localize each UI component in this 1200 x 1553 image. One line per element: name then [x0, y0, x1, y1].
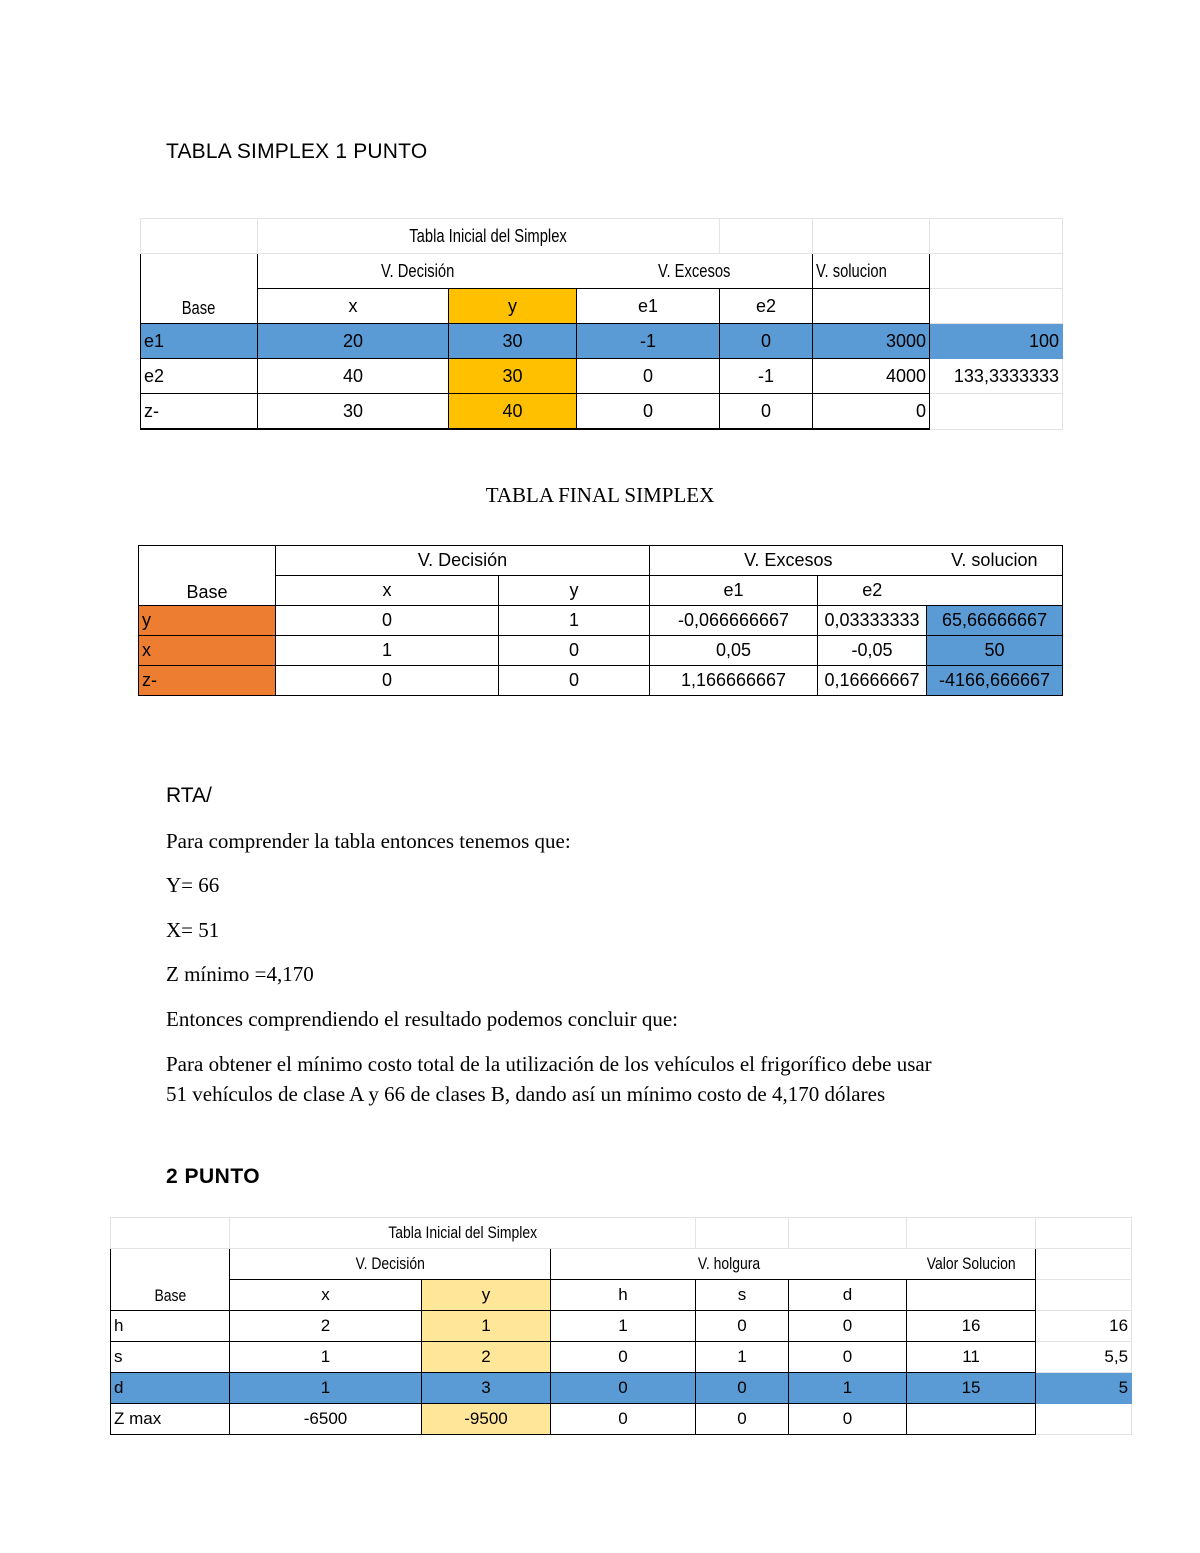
- table2-excesos-header: V. Excesos: [650, 546, 927, 576]
- table-row: [141, 394, 1063, 430]
- table2-decision-header: V. Decisión: [276, 546, 650, 576]
- table-cell: 1: [789, 1373, 907, 1404]
- table-cell: 30: [449, 324, 577, 359]
- table-cell: 30: [258, 394, 449, 430]
- table3-title: Tabla Inicial del Simplex: [230, 1218, 696, 1249]
- table-cell: 0: [696, 1404, 789, 1435]
- table-cell: 0: [276, 606, 499, 636]
- table1-col-x: x: [258, 289, 449, 324]
- table2-base-x: x: [139, 636, 276, 666]
- initial-simplex-table-1: [140, 218, 1063, 430]
- table3-col-y: y: [422, 1280, 551, 1311]
- table3-ratio: 16: [1036, 1311, 1132, 1342]
- table1-solucion-header: V. solucion: [813, 254, 930, 289]
- table-row: [111, 1311, 1132, 1342]
- table-cell: 0: [789, 1311, 907, 1342]
- table-cell: 0,16666667: [818, 666, 927, 696]
- table-cell: 1: [422, 1311, 551, 1342]
- table1-title: Tabla Inicial del Simplex: [258, 219, 720, 254]
- table-cell: 0: [276, 666, 499, 696]
- table3-holgura-header: V. holgura: [551, 1249, 907, 1280]
- table1-col-e2: e2: [720, 289, 813, 324]
- table-cell: 1,166666667: [650, 666, 818, 696]
- table3-col-s: s: [696, 1280, 789, 1311]
- answer-line: 51 vehículos de clase A y 66 de clases B, dando así un mínimo costo de 4,170 dólares: [166, 1082, 886, 1106]
- table1-ratio: 133,3333333: [930, 359, 1063, 394]
- final-simplex-table: [138, 545, 1063, 696]
- table-cell: 0,03333333: [818, 606, 927, 636]
- answer-line: Para comprender la tabla entonces tenemos que:: [166, 829, 571, 853]
- table-cell: 0: [499, 666, 650, 696]
- table-cell: -6500: [230, 1404, 422, 1435]
- table-row: [139, 636, 1063, 666]
- table2-base-z: z-: [139, 666, 276, 696]
- table3-solucion-header: Valor Solucion: [907, 1249, 1036, 1280]
- table1-ratio: 100: [930, 324, 1063, 359]
- table-cell: 1: [499, 606, 650, 636]
- table-cell: [907, 1404, 1036, 1435]
- answer-line: Para obtener el mínimo costo total de la utilización de los vehículos el frigorífico debe usar: [166, 1052, 932, 1076]
- table1-base-z: z-: [141, 394, 258, 430]
- table2-col-e1: e1: [650, 576, 818, 606]
- table-row: [141, 324, 1063, 359]
- table-cell: 40: [258, 359, 449, 394]
- table-cell: 1: [230, 1373, 422, 1404]
- table-row: [139, 666, 1063, 696]
- table-cell: 11: [907, 1342, 1036, 1373]
- table-cell: 0: [551, 1373, 696, 1404]
- table-row: [139, 606, 1063, 636]
- table-cell: 3: [422, 1373, 551, 1404]
- table3-ratio: [1036, 1404, 1132, 1435]
- table3-base-header: Base: [111, 1249, 230, 1311]
- table-cell: -1: [720, 359, 813, 394]
- table3-base-s: s: [111, 1342, 230, 1373]
- table-cell: -9500: [422, 1404, 551, 1435]
- table2-col-e2: e2: [818, 576, 927, 606]
- answer-z-value: Z mínimo =4,170: [166, 962, 314, 986]
- table-cell: 0: [551, 1404, 696, 1435]
- table-row: [141, 359, 1063, 394]
- answer-y-value: Y= 66: [166, 873, 220, 897]
- table1-base-e1: e1: [141, 324, 258, 359]
- table3-decision-header: V. Decisión: [230, 1249, 551, 1280]
- table2-base-header: Base: [139, 546, 276, 606]
- table-cell: 0: [551, 1342, 696, 1373]
- heading-tabla-simplex-1: TABLA SIMPLEX 1 PUNTO: [166, 140, 428, 163]
- table3-base-zmax: Z max: [111, 1404, 230, 1435]
- table3-ratio: 5,5: [1036, 1342, 1132, 1373]
- answer-rta: RTA/: [166, 784, 212, 807]
- table-cell: 1: [696, 1342, 789, 1373]
- table-cell: 3000: [813, 324, 930, 359]
- table-cell: 0: [696, 1311, 789, 1342]
- table-cell: 50: [927, 636, 1063, 666]
- initial-simplex-table-2: [110, 1217, 1132, 1435]
- table1-excesos-header: V. Excesos: [577, 254, 813, 289]
- table3-base-d: d: [111, 1373, 230, 1404]
- table2-solucion-header: V. solucion: [927, 546, 1063, 576]
- answer-x-value: X= 51: [166, 918, 220, 942]
- table-cell: 0: [577, 394, 720, 430]
- table2-col-x: x: [276, 576, 499, 606]
- table-cell: -1: [577, 324, 720, 359]
- table1-base-e2: e2: [141, 359, 258, 394]
- table-cell: 0: [499, 636, 650, 666]
- table3-col-h: h: [551, 1280, 696, 1311]
- table3-col-x: x: [230, 1280, 422, 1311]
- table-cell: 0: [813, 394, 930, 430]
- table-cell: 65,66666667: [927, 606, 1063, 636]
- table2-base-y: y: [139, 606, 276, 636]
- table-cell: 1: [276, 636, 499, 666]
- table-cell: 16: [907, 1311, 1036, 1342]
- table-cell: 20: [258, 324, 449, 359]
- table-cell: 15: [907, 1373, 1036, 1404]
- table3-base-h: h: [111, 1311, 230, 1342]
- table-cell: 2: [230, 1311, 422, 1342]
- table-cell: 30: [449, 359, 577, 394]
- table1-decision-header: V. Decisión: [258, 254, 577, 289]
- table1-col-e1: e1: [577, 289, 720, 324]
- table-cell: -4166,666667: [927, 666, 1063, 696]
- table-cell: 40: [449, 394, 577, 430]
- table-cell: 0,05: [650, 636, 818, 666]
- table1-ratio: [930, 394, 1063, 430]
- table3-ratio: 5: [1036, 1373, 1132, 1404]
- answer-line: Entonces comprendiendo el resultado podemos concluir que:: [166, 1007, 679, 1031]
- table-row: [111, 1404, 1132, 1435]
- heading-2-punto: 2 PUNTO: [166, 1165, 261, 1188]
- heading-tabla-final: TABLA FINAL SIMPLEX: [485, 483, 715, 507]
- table-cell: 0: [789, 1404, 907, 1435]
- table1-base-header: Base: [141, 254, 258, 324]
- table-cell: 0: [577, 359, 720, 394]
- table-cell: 1: [230, 1342, 422, 1373]
- table-cell: 0: [720, 324, 813, 359]
- table2-col-y: y: [499, 576, 650, 606]
- table-cell: 1: [551, 1311, 696, 1342]
- table-cell: 0: [789, 1342, 907, 1373]
- table3-col-d: d: [789, 1280, 907, 1311]
- table-row: [111, 1342, 1132, 1373]
- table-cell: 0: [696, 1373, 789, 1404]
- table-cell: 4000: [813, 359, 930, 394]
- table-cell: -0,05: [818, 636, 927, 666]
- table-row: [111, 1373, 1132, 1404]
- table-cell: 2: [422, 1342, 551, 1373]
- table1-col-y: y: [449, 289, 577, 324]
- table-cell: -0,066666667: [650, 606, 818, 636]
- table-cell: 0: [720, 394, 813, 430]
